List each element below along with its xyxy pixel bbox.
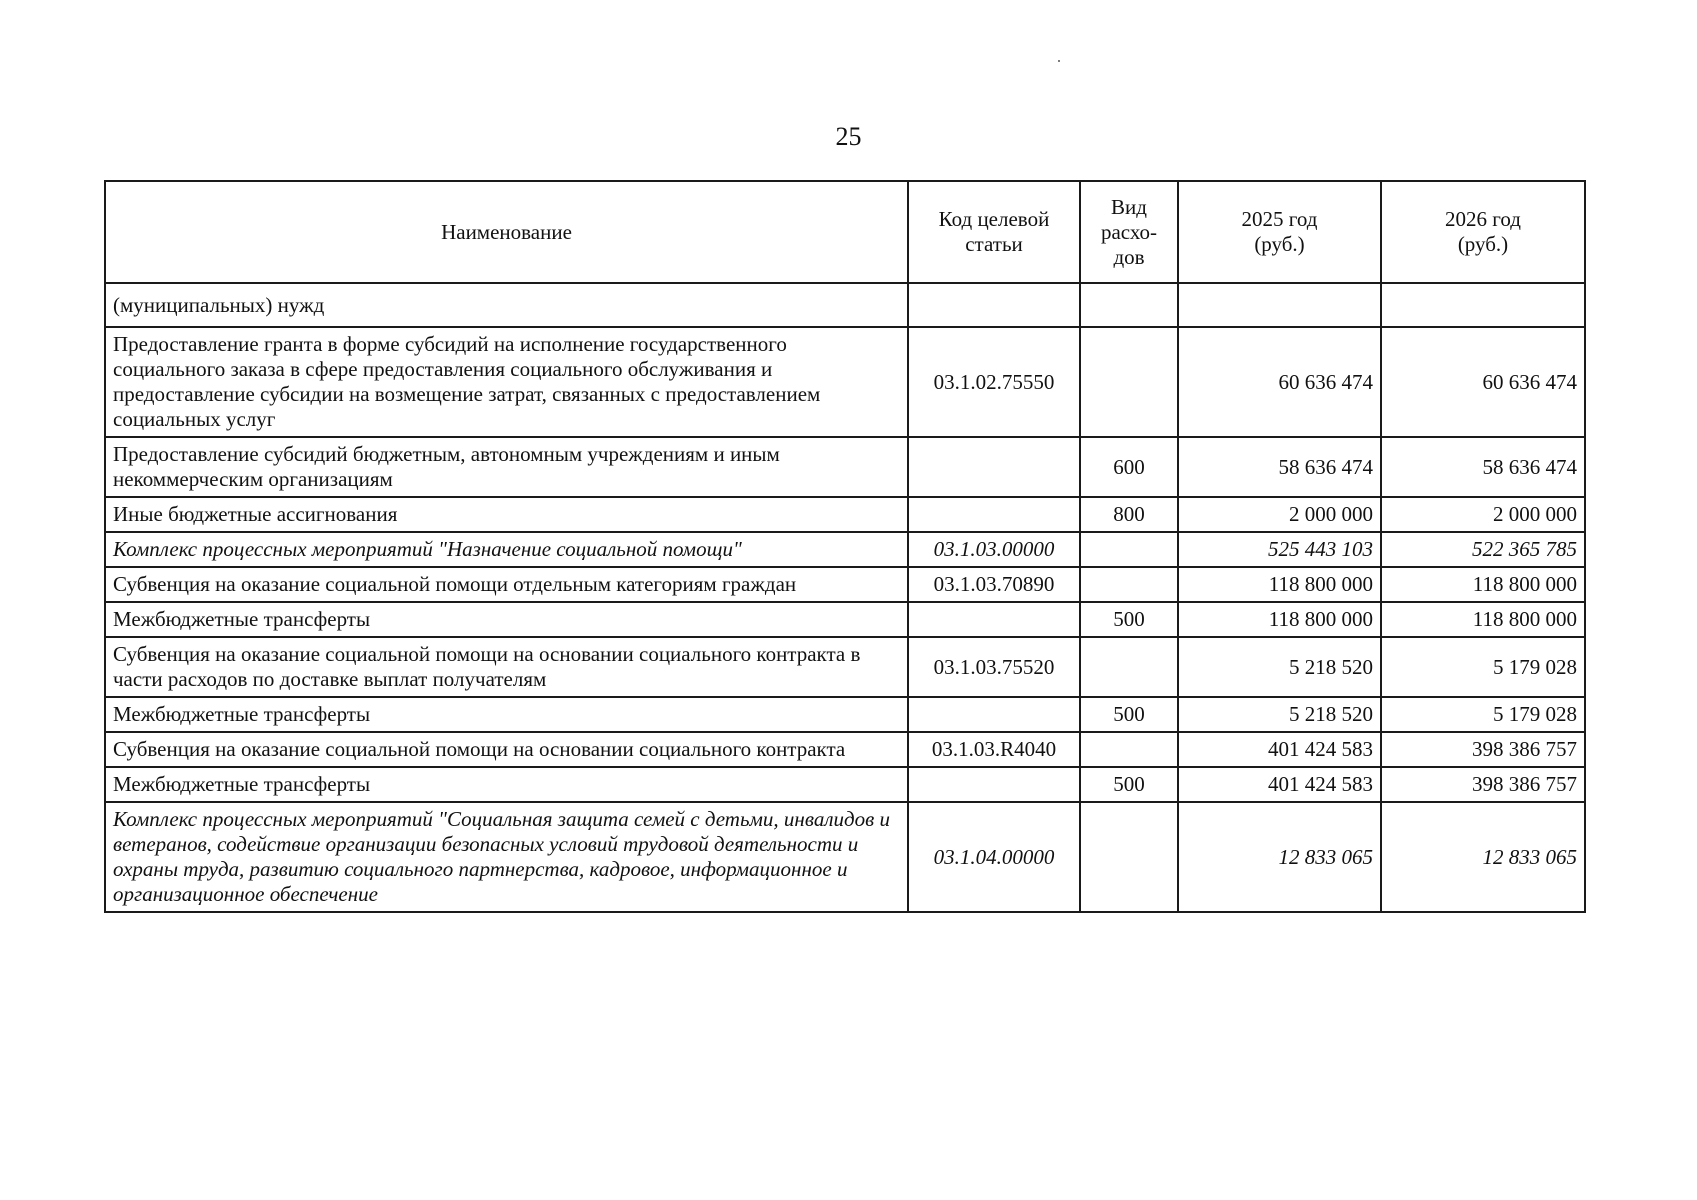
row-2026: 2 000 000 (1381, 497, 1585, 532)
row-name: Межбюджетные трансферты (105, 602, 908, 637)
row-code: 03.1.03.75520 (908, 637, 1080, 697)
row-kind (1080, 283, 1178, 327)
row-name: Субвенция на оказание социальной помощи на основании социального контракта в части расходов по доставке выплат получателям (105, 637, 908, 697)
row-2025: 401 424 583 (1178, 732, 1381, 767)
row-kind (1080, 532, 1178, 567)
scan-speck (1058, 60, 1060, 62)
row-name: Субвенция на оказание социальной помощи на основании социального контракта (105, 732, 908, 767)
row-code: 03.1.04.00000 (908, 802, 1080, 912)
row-2026: 12 833 065 (1381, 802, 1585, 912)
row-kind (1080, 732, 1178, 767)
row-name: Иные бюджетные ассигнования (105, 497, 908, 532)
row-2025: 58 636 474 (1178, 437, 1381, 497)
row-name: Предоставление субсидий бюджетным, автономным учреждениям и иным некоммерческим организациям (105, 437, 908, 497)
row-code (908, 283, 1080, 327)
row-2025: 5 218 520 (1178, 697, 1381, 732)
row-2026: 118 800 000 (1381, 567, 1585, 602)
row-2026 (1381, 283, 1585, 327)
row-kind: 600 (1080, 437, 1178, 497)
row-2026: 522 365 785 (1381, 532, 1585, 567)
row-code: 03.1.02.75550 (908, 327, 1080, 437)
row-2025: 525 443 103 (1178, 532, 1381, 567)
row-2026: 118 800 000 (1381, 602, 1585, 637)
table-row (105, 327, 1585, 437)
table-row (105, 802, 1585, 912)
row-name: Межбюджетные трансферты (105, 697, 908, 732)
budget-table (104, 180, 1586, 913)
row-code (908, 602, 1080, 637)
row-2026: 398 386 757 (1381, 767, 1585, 802)
row-code (908, 697, 1080, 732)
row-name: Межбюджетные трансферты (105, 767, 908, 802)
row-kind (1080, 567, 1178, 602)
table-row (105, 732, 1585, 767)
table-row (105, 283, 1585, 327)
row-kind: 500 (1080, 767, 1178, 802)
row-code (908, 497, 1080, 532)
header-2025: 2025 год (руб.) (1178, 181, 1381, 283)
row-kind (1080, 637, 1178, 697)
table-row (105, 567, 1585, 602)
row-kind: 500 (1080, 697, 1178, 732)
row-2026: 5 179 028 (1381, 637, 1585, 697)
header-kind: Вид расхо- дов (1080, 181, 1178, 283)
row-name: Комплекс процессных мероприятий "Социальная защита семей с детьми, инвалидов и ветеранов, содействие организации безопасных условий трудовой деятельности и охраны труда, развитию социального партнерства, кадровое, информационное и организационное обеспечение (105, 802, 908, 912)
table-row (105, 602, 1585, 637)
row-name: Предоставление гранта в форме субсидий на исполнение государственного социального заказа в сфере предоставления социального обслуживания и предоставление субсидии на возмещение затрат, связанных с предоставлением социальных услуг (105, 327, 908, 437)
row-kind: 500 (1080, 602, 1178, 637)
table-row (105, 532, 1585, 567)
table-row (105, 637, 1585, 697)
row-2025: 401 424 583 (1178, 767, 1381, 802)
row-2025: 2 000 000 (1178, 497, 1381, 532)
row-2025: 5 218 520 (1178, 637, 1381, 697)
header-2026: 2026 год (руб.) (1381, 181, 1585, 283)
row-kind (1080, 802, 1178, 912)
table-row (105, 697, 1585, 732)
row-name: Комплекс процессных мероприятий "Назначение социальной помощи" (105, 532, 908, 567)
row-code: 03.1.03.R4040 (908, 732, 1080, 767)
header-name: Наименование (105, 181, 908, 283)
row-code (908, 437, 1080, 497)
row-2025: 118 800 000 (1178, 602, 1381, 637)
row-2026: 5 179 028 (1381, 697, 1585, 732)
row-code: 03.1.03.00000 (908, 532, 1080, 567)
row-kind: 800 (1080, 497, 1178, 532)
row-2026: 58 636 474 (1381, 437, 1585, 497)
row-2025: 12 833 065 (1178, 802, 1381, 912)
table-row (105, 497, 1585, 532)
table-row (105, 767, 1585, 802)
row-2026: 60 636 474 (1381, 327, 1585, 437)
row-code (908, 767, 1080, 802)
row-name: Субвенция на оказание социальной помощи отдельным категориям граждан (105, 567, 908, 602)
row-2025: 118 800 000 (1178, 567, 1381, 602)
row-code: 03.1.03.70890 (908, 567, 1080, 602)
row-2026: 398 386 757 (1381, 732, 1585, 767)
header-code: Код целевой статьи (908, 181, 1080, 283)
row-name: (муниципальных) нужд (105, 283, 908, 327)
page-number: 25 (835, 122, 862, 151)
row-kind (1080, 327, 1178, 437)
row-2025 (1178, 283, 1381, 327)
row-2025: 60 636 474 (1178, 327, 1381, 437)
table-header-row (105, 181, 1585, 283)
table-row (105, 437, 1585, 497)
